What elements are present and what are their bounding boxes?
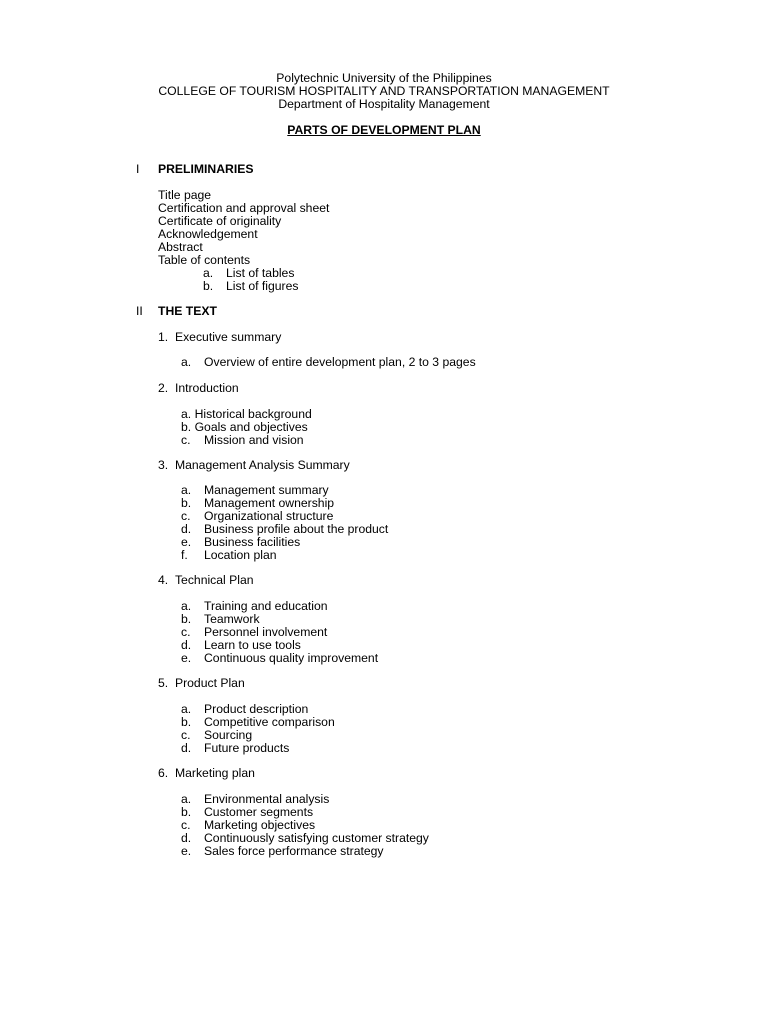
list-item: Certification and approval sheet — [158, 201, 330, 215]
list-item: Acknowledgement — [158, 227, 258, 241]
list-item: c. Sourcing — [181, 728, 253, 742]
college-name: COLLEGE OF TOURISM HOSPITALITY AND TRANSPORTATION MANAGEMENT — [158, 84, 610, 98]
list-item: e. Continuous quality improvement — [181, 651, 379, 665]
part-heading: 5. Product Plan — [158, 676, 245, 690]
list-item: a. Training and education — [181, 599, 328, 613]
part-items — [181, 356, 581, 369]
section-heading-preliminaries: PRELIMINARIES — [158, 162, 254, 176]
sub-list-item: b. List of figures — [203, 279, 299, 293]
list-item: d. Continuously satisfying customer strategy — [181, 831, 429, 845]
table-of-contents-sublist — [203, 267, 403, 293]
list-item: a. Environmental analysis — [181, 792, 330, 806]
list-item: a. Management summary — [181, 483, 329, 497]
university-name: Polytechnic University of the Philippines — [276, 71, 492, 85]
list-item: a. Overview of entire development plan, 2 to 3 pages — [181, 355, 476, 369]
part-heading: 6. Marketing plan — [158, 766, 255, 780]
part-items — [181, 600, 581, 665]
part-heading: 2. Introduction — [158, 381, 239, 395]
part-heading: 1. Executive summary — [158, 330, 282, 344]
part-items — [181, 703, 581, 755]
section-heading-the-text: THE TEXT — [158, 304, 217, 318]
list-item: a. Product description — [181, 702, 309, 716]
list-item: b. Teamwork — [181, 612, 260, 626]
list-item: c. Personnel involvement — [181, 625, 328, 639]
list-item: Abstract — [158, 240, 203, 254]
list-item: e. Business facilities — [181, 535, 301, 549]
list-item: b. Management ownership — [181, 496, 335, 510]
department-name: Department of Hospitality Management — [278, 97, 490, 111]
preliminaries-list — [158, 189, 329, 267]
part-items — [181, 793, 581, 858]
document-title: PARTS OF DEVELOPMENT PLAN — [287, 123, 481, 137]
sub-list-item: a. List of tables — [203, 266, 295, 280]
list-item: b. Customer segments — [181, 805, 314, 819]
list-item: Certificate of originality — [158, 214, 282, 228]
list-item: c. Organizational structure — [181, 509, 334, 523]
list-item: c. Mission and vision — [181, 433, 304, 447]
part-heading: 4. Technical Plan — [158, 573, 254, 587]
part-heading: 3. Management Analysis Summary — [158, 458, 350, 472]
part-items — [181, 484, 581, 562]
list-item: c. Marketing objectives — [181, 818, 316, 832]
list-item: b. Goals and objectives — [181, 420, 308, 434]
section-numeral-2: II — [136, 304, 143, 318]
list-item: Title page — [158, 188, 212, 202]
list-item: d. Business profile about the product — [181, 522, 389, 536]
list-item: b. Competitive comparison — [181, 715, 335, 729]
list-item: a. Historical background — [181, 407, 312, 421]
section-numeral-1: I — [136, 162, 140, 176]
list-item: e. Sales force performance strategy — [181, 844, 384, 858]
list-item: f. Location plan — [181, 548, 277, 562]
part-items — [181, 408, 581, 447]
list-item: d. Future products — [181, 741, 290, 755]
list-item: d. Learn to use tools — [181, 638, 301, 652]
list-item: Table of contents — [158, 253, 251, 267]
